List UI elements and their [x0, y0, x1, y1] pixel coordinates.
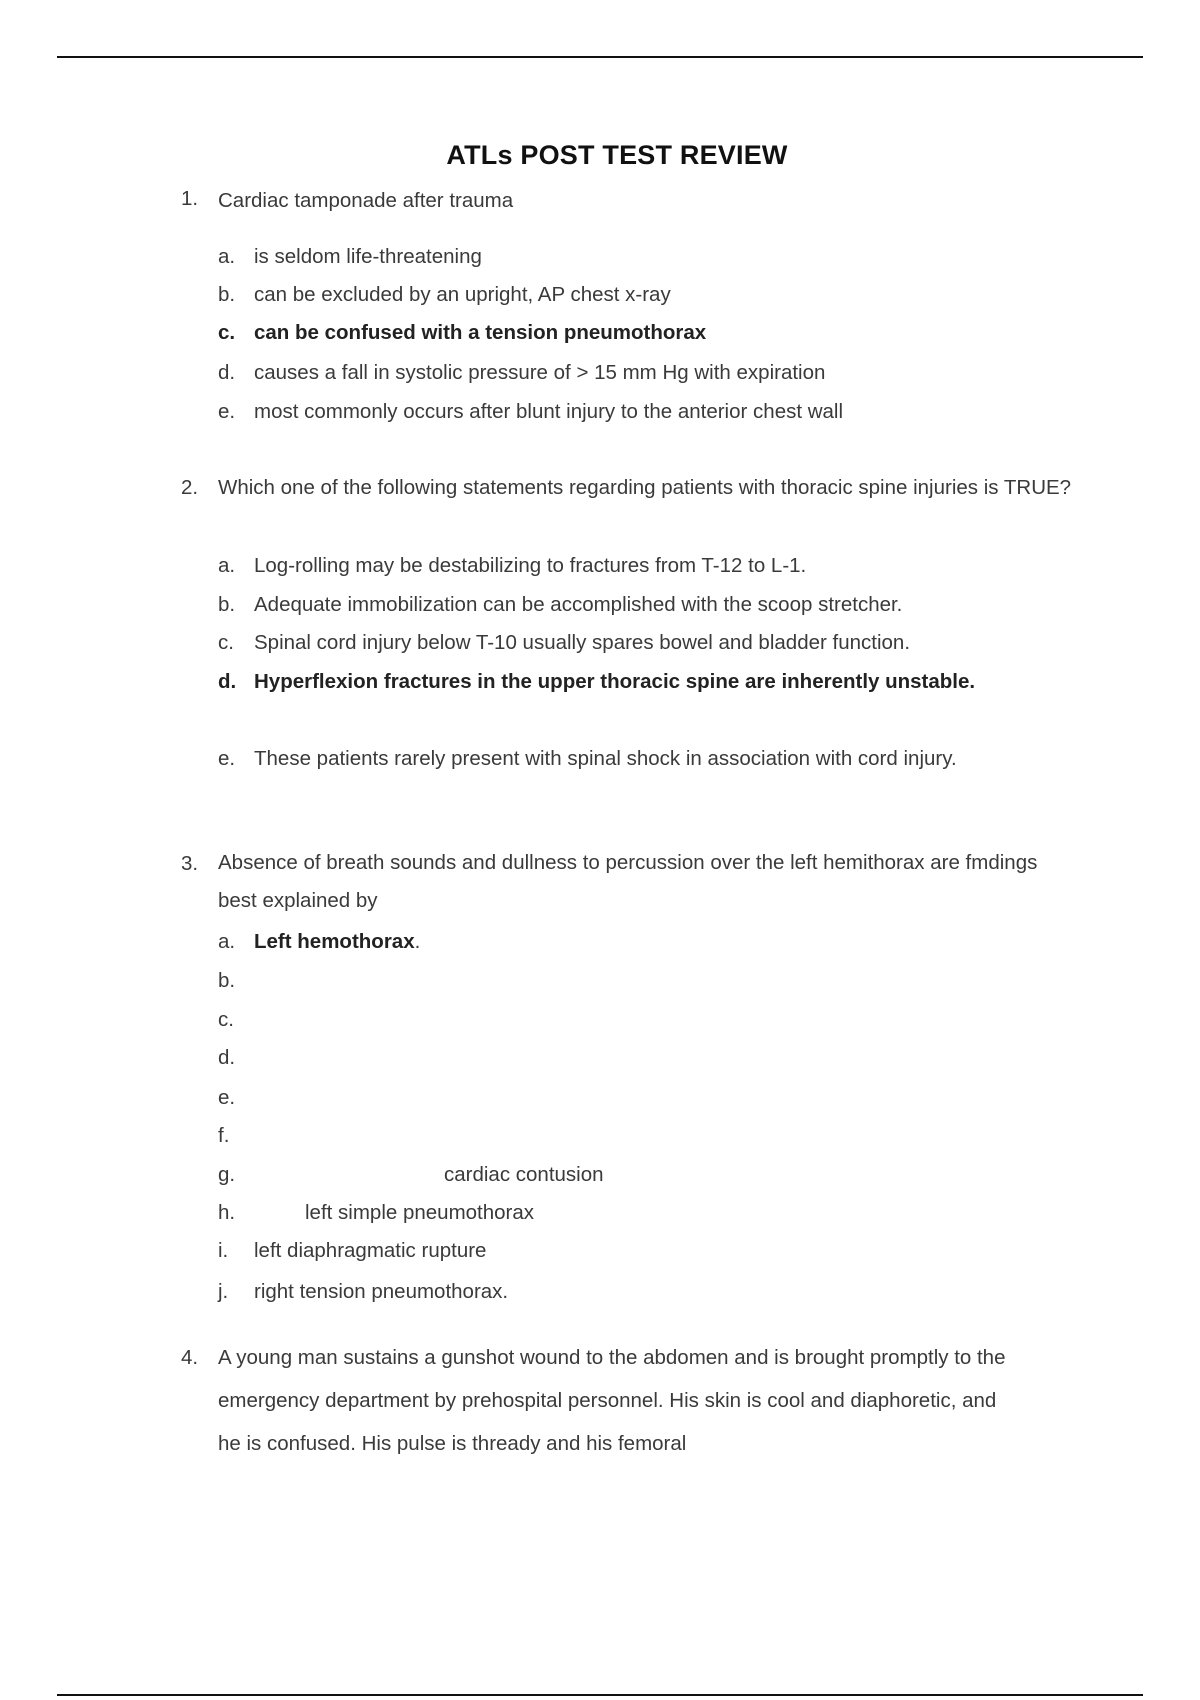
top-rule: [57, 56, 1143, 58]
option-text: is seldom life-threatening: [254, 245, 482, 268]
question-text-line: emergency department by prehospital personnel. His skin is cool and diaphoretic, and: [218, 1389, 997, 1412]
option-text: right tension pneumothorax.: [254, 1280, 509, 1303]
option-letter: h.: [218, 1201, 236, 1224]
option-letter: b.: [218, 283, 236, 306]
option-letter: a.: [218, 554, 236, 577]
option-letter-answer: d.: [218, 670, 237, 693]
option-letter: i.: [218, 1239, 229, 1262]
option-suffix: .: [414, 930, 421, 953]
question-text-line: he is confused. His pulse is thready and his femoral: [218, 1432, 687, 1455]
option-letter: f.: [218, 1124, 230, 1147]
option-text: left diaphragmatic rupture: [254, 1239, 487, 1262]
option-letter: e.: [218, 1086, 236, 1109]
option-text: can be excluded by an upright, AP chest x-ray: [254, 283, 671, 306]
question-number: 2.: [181, 476, 199, 499]
question-text: Cardiac tamponade after trauma: [218, 189, 514, 212]
option-letter: a.: [218, 245, 236, 268]
option-text: most commonly occurs after blunt injury to the anterior chest wall: [254, 400, 844, 423]
question-text-line: A young man sustains a gunshot wound to the abdomen and is brought promptly to the: [218, 1346, 1006, 1369]
option-text: Log-rolling may be destabilizing to fractures from T-12 to L-1.: [254, 554, 807, 577]
option-letter: e.: [218, 747, 236, 770]
option-letter: j.: [218, 1280, 229, 1303]
option-letter: e.: [218, 400, 236, 423]
option-letter: a.: [218, 930, 236, 953]
option-text: left simple pneumothorax: [305, 1201, 535, 1224]
option-letter: b.: [218, 969, 236, 992]
option-letter-answer: c.: [218, 321, 236, 344]
option-text: These patients rarely present with spinal shock in association with cord injury.: [254, 747, 957, 770]
option-letter: d.: [218, 361, 236, 384]
option-letter: b.: [218, 593, 236, 616]
question-text: Which one of the following statements regarding patients with thoracic spine injuries is TRUE?: [218, 476, 1072, 499]
option-text: Spinal cord injury below T-10 usually spares bowel and bladder function.: [254, 631, 911, 654]
question-number: 1.: [181, 187, 199, 210]
option-letter: c.: [218, 1008, 234, 1031]
option-letter: d.: [218, 1046, 236, 1069]
page-title: ATLs POST TEST REVIEW: [446, 140, 788, 170]
option-text-answer: [254, 930, 420, 954]
question-number: 3.: [181, 852, 199, 875]
option-letter: c.: [218, 631, 234, 654]
bottom-rule: [57, 1694, 1143, 1696]
option-letter: g.: [218, 1163, 236, 1186]
option-text-answer: Hyperflexion fractures in the upper thoracic spine are inherently unstable.: [254, 670, 976, 693]
option-text-answer: can be confused with a tension pneumothorax: [254, 321, 707, 344]
option-text: Adequate immobilization can be accomplished with the scoop stretcher.: [254, 593, 903, 616]
option-text: causes a fall in systolic pressure of > 15 mm Hg with expiration: [254, 361, 826, 384]
question-text: Absence of breath sounds and dullness to percussion over the left hemithorax are fmdings best explained by: [218, 851, 1038, 912]
option-text: cardiac contusion: [444, 1163, 604, 1186]
option-answer-bold: Left hemothorax: [254, 930, 415, 953]
question-number: 4.: [181, 1346, 199, 1369]
